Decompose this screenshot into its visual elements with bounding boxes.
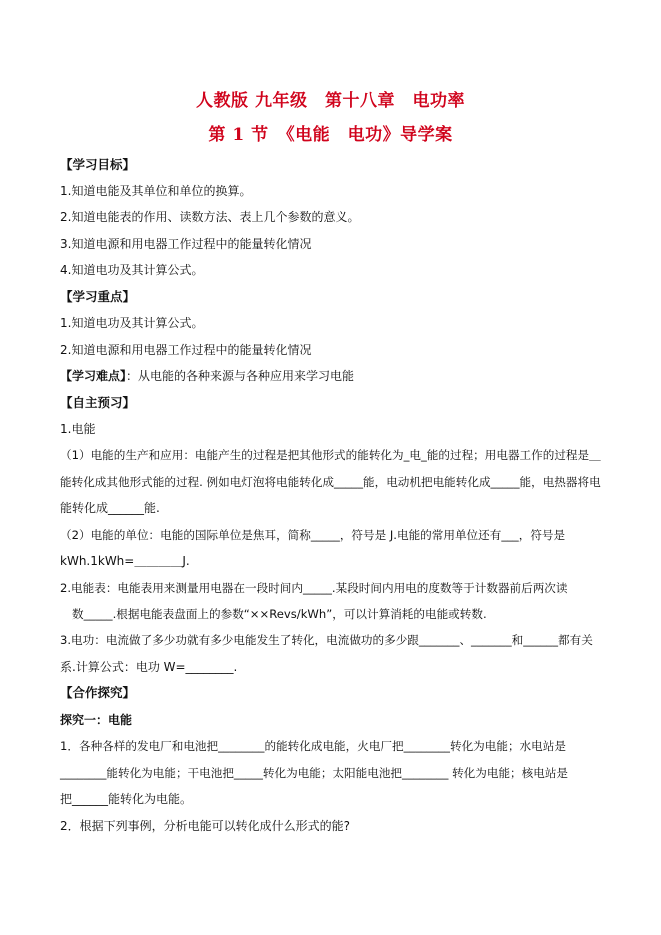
- goal-item: 1.知道电能及其单位和单位的换算。: [60, 184, 252, 198]
- document-title: 人教版 九年级 第十八章 电功率: [196, 91, 465, 111]
- explore1-line: ________能转化为电能；干电池把_____转化为电能；太阳能电池把________ 转化为电能；核电站是: [60, 766, 569, 780]
- key-item: 1.知道电功及其计算公式。: [60, 316, 204, 330]
- explore1-line: 把______能转化为电能。: [60, 792, 193, 806]
- goal-item: 3.知道电源和用电器工作过程中的能量转化情况: [60, 237, 312, 251]
- goal-item: 2.知道电能表的作用、读数方法、表上几个参数的意义。: [60, 210, 360, 224]
- preview-line: 能转化成______能.: [60, 501, 160, 515]
- key-item: 2.知道电源和用电器工作过程中的能量转化情况: [60, 343, 312, 357]
- preview-line: kWh.1kWh=＿＿＿＿J.: [60, 554, 190, 568]
- preview-line: （2）电能的单位：电能的国际单位是焦耳，简称_____，符号是 J.电能的常用单位还有___，符号是: [60, 528, 566, 542]
- goal-item: 4.知道电功及其计算公式。: [60, 263, 204, 277]
- difficulty-text: ：从电能的各种来源与各种应用来学习电能: [126, 369, 355, 383]
- section-head-goals: 【学习目标】: [60, 157, 136, 172]
- section-head-preview: 【自主预习】: [60, 395, 136, 410]
- preview-line: 数_____.根据电能表盘面上的参数“××Revs/kWh”，可以计算消耗的电能或转数.: [72, 607, 487, 621]
- explore1-head: 探究一：电能: [60, 713, 133, 727]
- section-head-coop: 【合作探究】: [60, 685, 136, 700]
- section-head-key: 【学习重点】: [60, 289, 136, 304]
- section-head-difficulty: 【学习难点】: [60, 369, 127, 383]
- preview-line: （1）电能的生产和应用：电能产生的过程是把其他形式的能转化为_电_能的过程；用电器工作的过程是＿: [60, 448, 601, 462]
- preview-line: 能转化成其他形式能的过程. 例如电灯泡将电能转化成_____能，电动机把电能转化成_____能，电热器将电: [60, 475, 601, 489]
- difficulty-line: [60, 368, 605, 384]
- preview-line: 系.计算公式：电功 W=________.: [60, 660, 238, 674]
- document-subtitle: 第 1 节 《电能 电功》导学案: [208, 125, 453, 145]
- explore1-line: 1．各种各样的发电厂和电池把________的能转化成电能，火电厂把________转化为电能；水电站是: [60, 739, 566, 753]
- explore1-line: 2．根据下列事例，分析电能可以转化成什么形式的能?: [60, 819, 351, 833]
- preview-line: 1.电能: [60, 422, 96, 436]
- preview-line: 2.电能表：电能表用来测量用电器在一段时间内_____.某段时间内用电的度数等于计数器前后两次读: [60, 581, 568, 595]
- preview-line: 3.电功：电流做了多少功就有多少电能发生了转化，电流做功的多少跟_______、_______和______都有关: [60, 633, 593, 647]
